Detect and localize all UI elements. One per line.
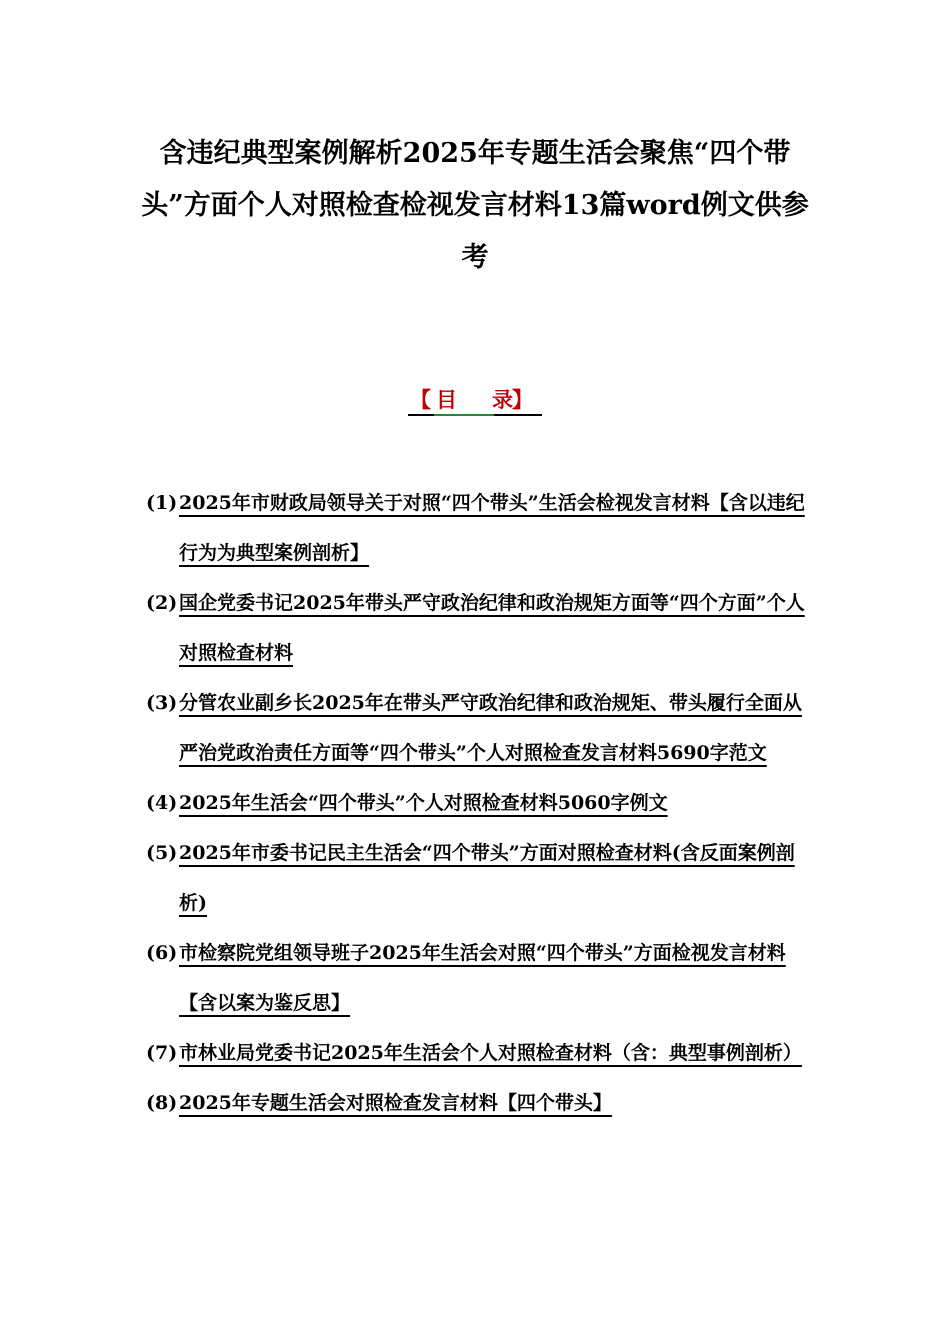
toc-item-2[interactable] [146, 578, 816, 678]
toc-item-8[interactable] [146, 1078, 816, 1128]
table-of-contents [146, 478, 816, 1128]
toc-item-number: (8) [146, 1092, 178, 1114]
toc-heading-left-bracket: 【 [410, 387, 431, 412]
toc-item-link[interactable]: 2025年生活会“四个带头”个人对照检查材料5060字例文 [179, 792, 668, 814]
toc-item-link[interactable]: 市林业局党委书记2025年生活会个人对照检查材料（含：典型事例剖析） [179, 1042, 802, 1064]
toc-item-4[interactable] [146, 778, 816, 828]
toc-item-number: (1) [146, 492, 178, 514]
toc-item-number: (7) [146, 1042, 178, 1064]
toc-item-link[interactable]: 市检察院党组领导班子2025年生活会对照“四个带头”方面检视发言材料【含以案为鉴反思】 [179, 942, 786, 1014]
toc-item-number: (2) [146, 592, 178, 614]
toc-item-number: (4) [146, 792, 178, 814]
toc-item-number: (3) [146, 692, 178, 714]
toc-heading-right-bracket: 】 [512, 387, 533, 412]
toc-heading-accent-underline [434, 414, 494, 416]
toc-item-number: (5) [146, 842, 178, 864]
toc-item-1[interactable] [146, 478, 816, 578]
toc-item-6[interactable] [146, 928, 816, 1028]
toc-heading-char-lu: 录 [492, 387, 513, 412]
document-title: 含违纪典型案例解析2025年专题生活会聚焦“四个带头”方面个人对照检查检视发言材料13篇word例文供参考 [141, 138, 809, 273]
toc-item-7[interactable] [146, 1028, 816, 1078]
toc-heading [408, 384, 542, 416]
toc-item-number: (6) [146, 942, 178, 964]
toc-item-link[interactable]: 分管农业副乡长2025年在带头严守政治纪律和政治规矩、带头履行全面从严治党政治责任方面等“四个带头”个人对照检查发言材料5690字范文 [179, 692, 802, 764]
toc-item-3[interactable] [146, 678, 816, 778]
toc-item-5[interactable] [146, 828, 816, 928]
toc-item-link[interactable]: 2025年市委书记民主生活会“四个带头”方面对照检查材料(含反面案例剖析) [179, 842, 795, 914]
toc-item-link[interactable]: 国企党委书记2025年带头严守政治纪律和政治规矩方面等“四个方面”个人对照检查材料 [179, 592, 805, 664]
toc-item-link[interactable]: 2025年专题生活会对照检查发言材料【四个带头】 [179, 1092, 612, 1114]
toc-heading-char-mu: 目 [436, 387, 457, 412]
toc-item-link[interactable]: 2025年市财政局领导关于对照“四个带头”生活会检视发言材料【含以违纪行为为典型案例剖析】 [179, 492, 805, 564]
